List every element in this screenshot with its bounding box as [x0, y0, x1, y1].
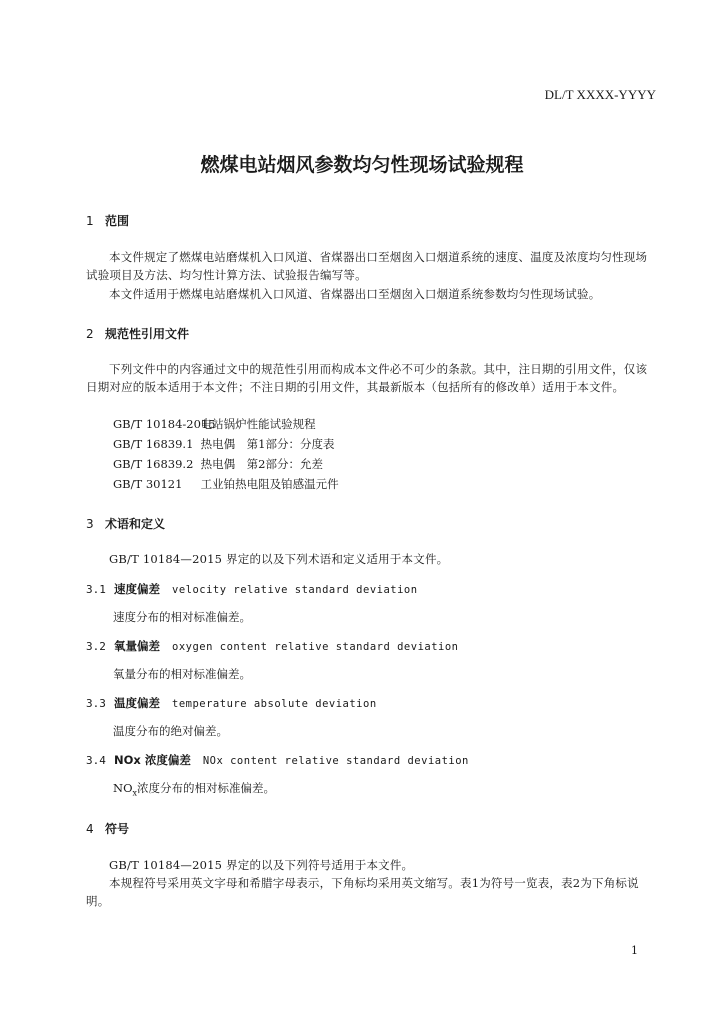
reference-title: 工业铂热电阻及铂感温元件	[200, 477, 339, 491]
term-entry	[86, 638, 459, 654]
nox-subscript: x	[132, 788, 138, 798]
term-chinese: 速度偏差	[114, 582, 160, 596]
term-number: 3.4	[86, 754, 106, 767]
reference-title: 热电偶 第1部分：分度表	[200, 437, 335, 451]
section-4-paragraph-1: GB/T 10184—2015 界定的以及下列符号适用于本文件。	[109, 858, 414, 872]
section-title: 范围	[105, 214, 130, 228]
reference-item	[113, 456, 323, 472]
reference-item	[113, 476, 339, 492]
nox-symbol: NO	[113, 781, 133, 795]
reference-code: GB/T 16839.2	[113, 457, 194, 471]
term-number: 3.1	[86, 583, 106, 596]
reference-item	[113, 416, 316, 432]
reference-code: GB/T 16839.1	[113, 437, 194, 451]
section-1-paragraph-2: 本文件适用于燃煤电站磨煤机入口风道、省煤器出口至烟囱入口烟道系统参数均匀性现场试验。	[109, 287, 601, 301]
section-heading-4	[86, 820, 129, 837]
section-title: 符号	[105, 822, 130, 836]
section-heading-3	[86, 515, 165, 532]
term-number: 3.3	[86, 697, 106, 710]
section-number: 4	[86, 822, 94, 836]
section-3-paragraph-1: GB/T 10184—2015 界定的以及下列术语和定义适用于本文件。	[109, 552, 449, 566]
term-definition: 温度分布的绝对偏差。	[113, 724, 228, 738]
term-number: 3.2	[86, 640, 106, 653]
page-number: 1	[631, 944, 638, 957]
document-title: 燃煤电站烟风参数均匀性现场试验规程	[200, 154, 524, 176]
section-title: 规范性引用文件	[105, 327, 190, 341]
reference-title: 电站锅炉性能试验规程	[200, 417, 316, 431]
reference-code: GB/T 10184-2015	[113, 417, 216, 431]
term-chinese: 温度偏差	[114, 696, 160, 710]
term-entry	[86, 581, 418, 597]
term-entry	[86, 752, 469, 768]
term-definition	[113, 780, 275, 797]
section-heading-1	[86, 212, 129, 229]
section-number: 1	[86, 214, 94, 228]
section-number: 3	[86, 517, 94, 531]
term-english: velocity relative standard deviation	[172, 584, 418, 596]
term-definition: 氧量分布的相对标准偏差。	[113, 667, 251, 681]
term-chinese: NOx 浓度偏差	[114, 753, 191, 767]
section-number: 2	[86, 327, 94, 341]
reference-item	[113, 436, 334, 452]
term-english: NOx content relative standard deviation	[202, 755, 469, 767]
section-heading-2	[86, 325, 189, 342]
term-english: temperature absolute deviation	[172, 698, 377, 710]
term-entry	[86, 695, 377, 711]
term-definition-text: 浓度分布的相对标准偏差。	[137, 781, 276, 795]
section-4-paragraph-2: 本规程符号采用英文字母和希腊字母表示，下角标均采用英文缩写。表1为符号一览表，表2为下角标说明。	[86, 876, 639, 908]
section-1-paragraph-1: 本文件规定了燃煤电站磨煤机入口风道、省煤器出口至烟囱入口烟道系统的速度、温度及浓度均匀性现场试验项目及方法、均匀性计算方法、试验报告编写等。	[86, 250, 648, 282]
reference-code: GB/T 30121	[113, 477, 183, 491]
section-title: 术语和定义	[105, 517, 166, 531]
reference-title: 热电偶 第2部分：允差	[200, 457, 323, 471]
section-2-paragraph-1: 下列文件中的内容通过文中的规范性引用而构成本文件必不可少的条款。其中，注日期的引用文件，仅该日期对应的版本适用于本文件；不注日期的引用文件，其最新版本（包括所有的修改单）适用于本文件。	[86, 362, 648, 394]
term-definition: 速度分布的相对标准偏差。	[113, 610, 251, 624]
term-chinese: 氧量偏差	[114, 639, 160, 653]
term-english: oxygen content relative standard deviation	[172, 641, 459, 653]
document-code: DL/T XXXX-YYYY	[544, 87, 656, 102]
